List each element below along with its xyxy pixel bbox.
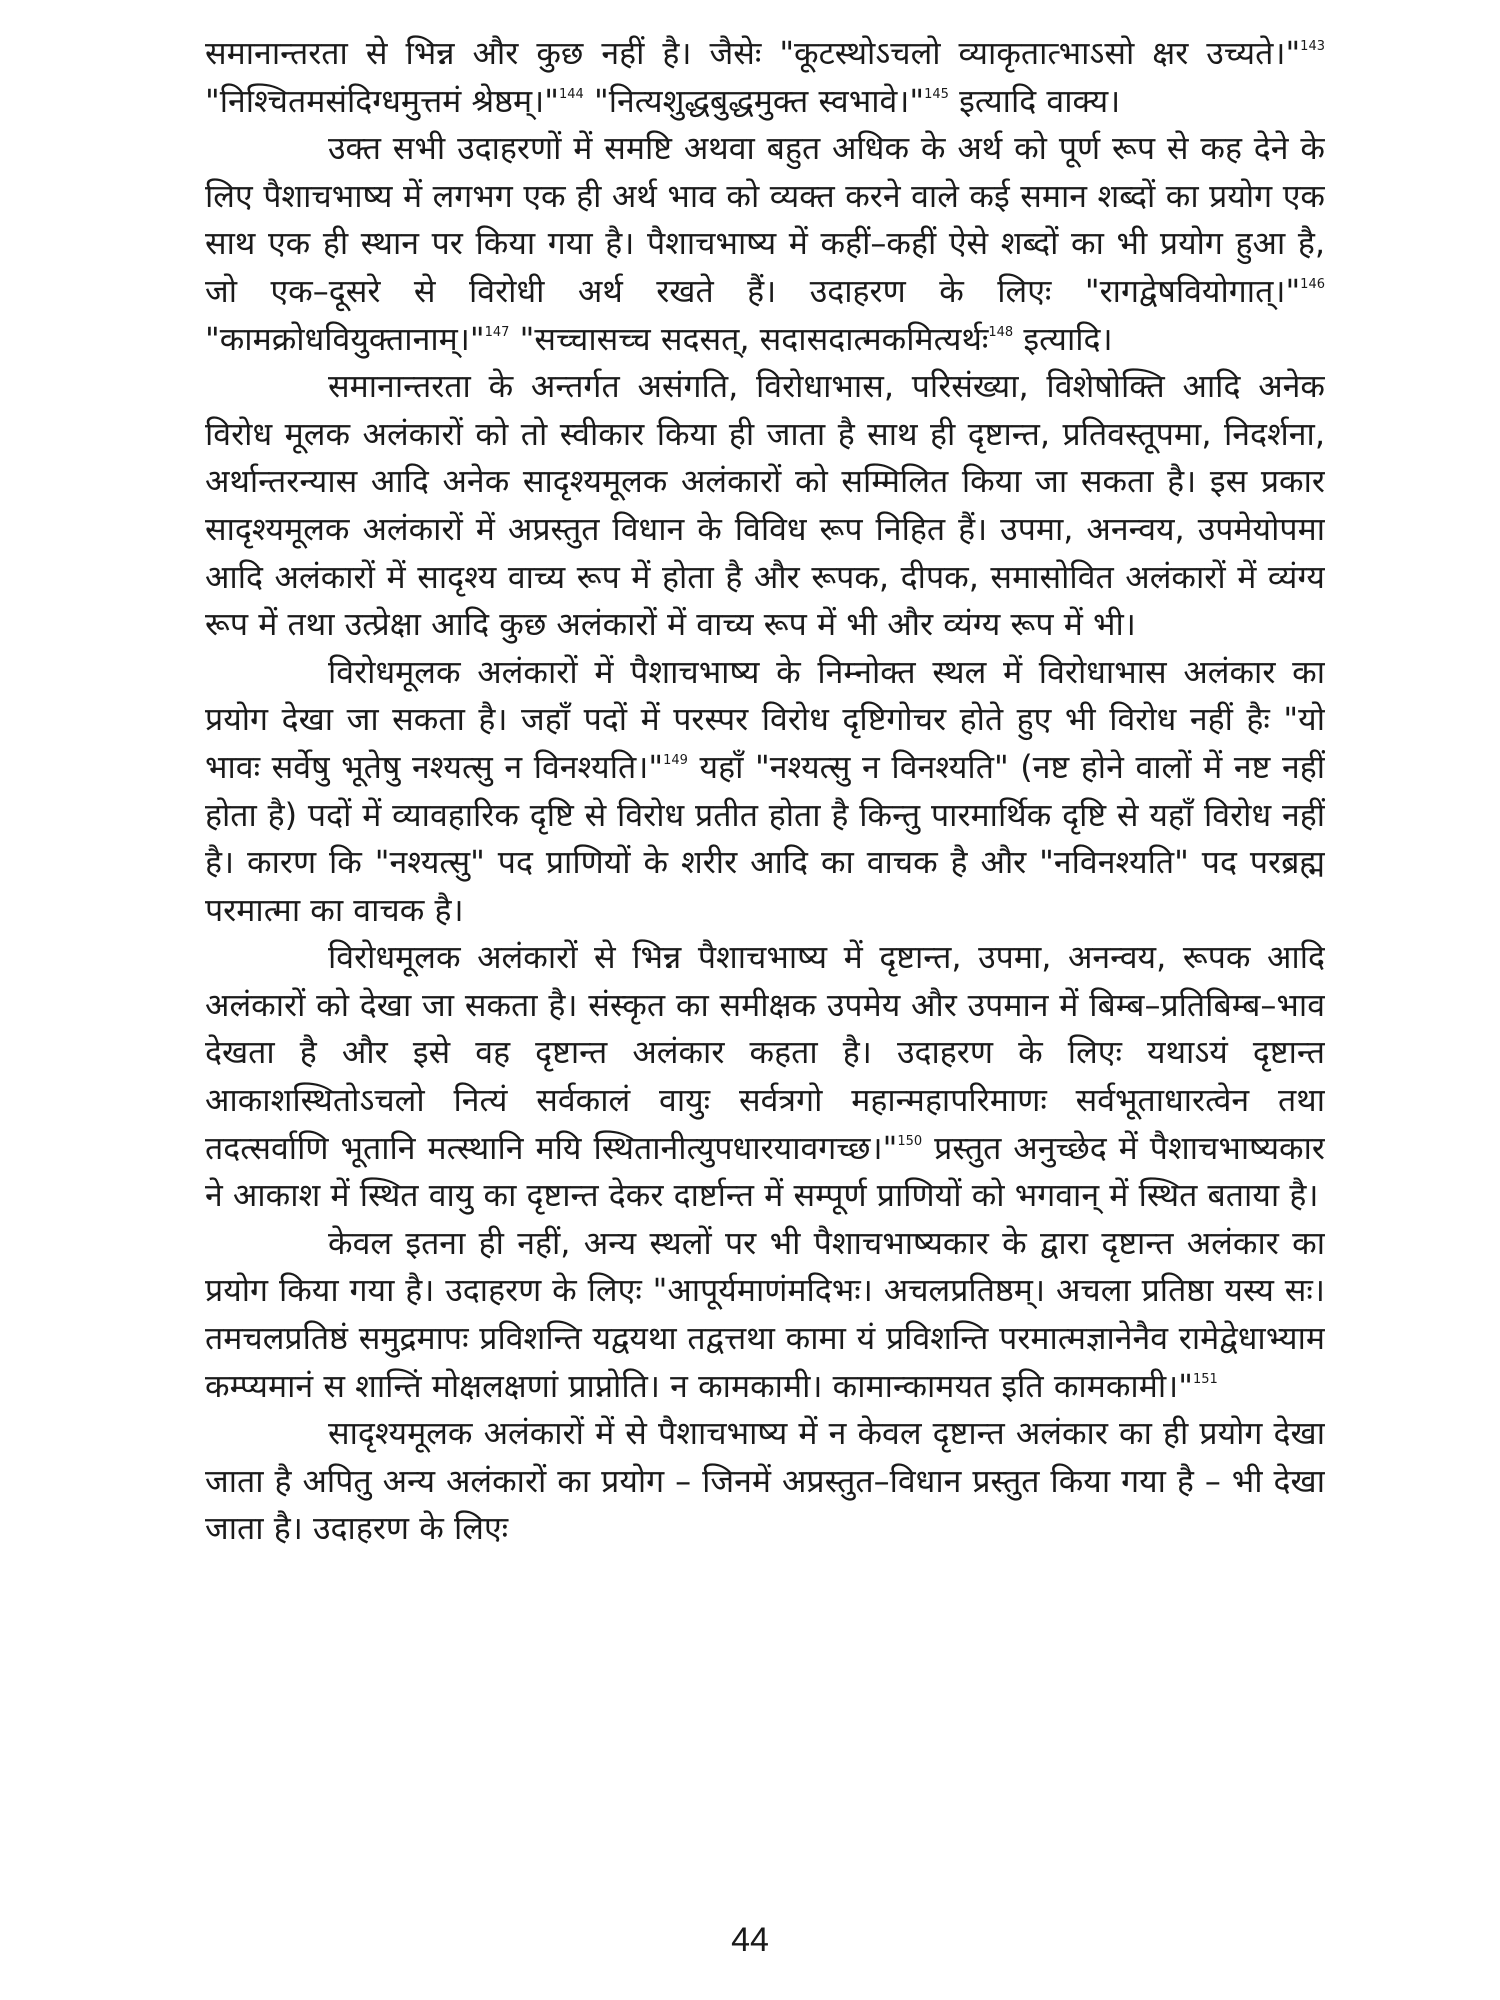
text-run: विरोधमूलक अलंकारों से भिन्न पैशाचभाष्य में दृष्टान्त, उपमा, अनन्वय, रूपक आदि अलंकारों को देखा जा सकता है। संस्कृत का समीक्षक उपमेय और उपमान में बिम्ब–प्रतिबिम्ब–भाव देखता है और इसे वह दृष्टान्त अलंकार कहता है। उदाहरण के लिएः यथाऽयं दृष्टान्त आकाशस्थितोऽचलो नित्यं सर्वकालं वायुः सर्वत्रगो महान्महापरिमाणः सर्वभूताधारत्वेन तथा तदत्सर्वाणि भूतानि मत्स्थानि मयि स्थितानीत्युपधारयावगच्छ।" <box>205 938 1325 1167</box>
text-run: इत्यादि। <box>1013 319 1113 358</box>
text-run: "सच्चासच्च सदसत्, सदासदात्मकमित्यर्थः <box>509 319 989 358</box>
footnote-ref: 144 <box>558 86 584 102</box>
paragraph <box>205 649 1325 935</box>
footnote-ref: 148 <box>988 324 1014 340</box>
footnote-ref: 143 <box>1300 39 1325 54</box>
text-run: समानान्तरता से भिन्न और कुछ नहीं है। जैसेः "कूटस्थोऽचलो व्याकृतात्भाऽसो क्षर उच्यते।" <box>205 34 1301 72</box>
paragraph <box>205 1410 1325 1553</box>
paragraph <box>205 30 1325 125</box>
footnote-ref: 151 <box>1192 1371 1218 1387</box>
text-run: प्रस्तुत अनुच्छेद में पैशाचभाष्यकार ने आकाश में स्थित वायु का दृष्टान्त देकर दार्ष्टान्त में सम्पूर्ण प्राणियों को भगवान् में स्थित बताया है। <box>205 1128 1325 1215</box>
text-run: सादृश्यमूलक अलंकारों में से पैशाचभाष्य में न केवल दृष्टान्त अलंकार का ही प्रयोग देखा जाता है अपितु अन्य अलंकारों का प्रयोग – जिनमें अप्रस्तुत–विधान प्रस्तुत किया गया है – भी देखा जाता है। उदाहरण के लिएः <box>205 1414 1325 1548</box>
paragraph <box>205 934 1325 1220</box>
footnote-ref: 150 <box>897 1133 923 1149</box>
text-run: समानान्तरता के अन्तर्गत असंगति, विरोधाभास, परिसंख्या, विशेषोक्ति आदि अनेक विरोध मूलक अलंकारों को तो स्वीकार किया ही जाता है साथ ही दृष्टान्त, प्रतिवस्तूपमा, निदर्शना, अर्थान्तरन्यास आदि अनेक सादृश्यमूलक अलंकारों को सम्मिलित किया जा सकता है। इस प्रकार सादृश्यमूलक अलंकारों में अप्रस्तुत विधान के विविध रूप निहित हैं। उपमा, अनन्वय, उपमेयोपमा आदि अलंकारों में सादृश्य वाच्य रूप में होता है और रूपक, दीपक, समासोवित अलंकारों में व्यंग्य रूप में तथा उत्प्रेक्षा आदि कुछ अलंकारों में वाच्य रूप में भी और व्यंग्य रूप में भी। <box>205 367 1325 644</box>
paragraph <box>205 363 1325 649</box>
text-run: "कामक्रोधवियुक्तानाम्।" <box>205 319 485 358</box>
paragraph <box>205 1220 1325 1410</box>
body-text <box>205 30 1325 1910</box>
text-run: विरोधमूलक अलंकारों में पैशाचभाष्य के निम्नोक्त स्थल में विरोधाभास अलंकार का प्रयोग देखा जा सकता है। जहाँ पदों में परस्पर विरोध दृष्टिगोचर होते हुए भी विरोध नहीं हैः "यो भावः सर्वेषु भूतेषु नश्यत्सु न विनश्यति।" <box>205 652 1325 786</box>
text-run: "नित्यशुद्धबुद्धमुक्त स्वभावे।" <box>583 81 925 120</box>
text-run: "निश्चितमसंदिग्धमुत्तमं श्रेष्ठम्।" <box>205 81 559 120</box>
paragraph <box>205 125 1325 363</box>
text-run: उक्त सभी उदाहरणों में समष्टि अथवा बहुत अधिक के अर्थ को पूर्ण रूप से कह देने के लिए पैशाचभाष्य में लगभग एक ही अर्थ भाव को व्यक्त करने वाले कई समान शब्दों का प्रयोग एक साथ एक ही स्थान पर किया गया है। पैशाचभाष्य में कहीं–कहीं ऐसे शब्दों का भी प्रयोग हुआ है, जो एक–दूसरे से विरोधी अर्थ रखते हैं। उदाहरण के लिएः "रागद्वेषवियोगात्।" <box>205 129 1325 310</box>
page-number: 44 <box>731 1921 769 1959</box>
text-run: इत्यादि वाक्य। <box>948 81 1121 120</box>
text-run: यहाँ "नश्यत्सु न विनश्यति" (नष्ट होने वालों में नष्ट नहीं होता है) पदों में व्यावहारिक दृष्टि से विरोध प्रतीत होता है किन्तु पारमार्थिक दृष्टि से यहाँ विरोध नहीं है। कारण कि "नश्यत्सु" पद प्राणियों के शरीर आदि का वाचक है और "नविनश्यति" पद परब्रह्म परमात्मा का वाचक है। <box>205 747 1325 929</box>
footnote-ref: 145 <box>924 86 949 102</box>
text-run: केवल इतना ही नहीं, अन्य स्थलों पर भी पैशाचभाष्यकार के द्वारा दृष्टान्त अलंकार का प्रयोग किया गया है। उदाहरण के लिएः "आपूर्यमाणंमदिभः। अचलप्रतिष्ठम्। अचला प्रतिष्ठा यस्य सः। तमचलप्रतिष्ठं समुद्रमापः प्रविशन्ति यद्वयथा तद्वत्तथा कामा यं प्रविशन्ति परमात्मज्ञानेनैव रामेद्वेधाभ्याम कम्प्यमानं स शान्तिं मोक्षलक्षणां प्राप्नोति। न कामकामी। कामान्कामयत इति कामकामी।" <box>205 1223 1325 1405</box>
footnote-ref: 149 <box>663 752 688 768</box>
footnote-ref: 146 <box>1300 276 1325 292</box>
footnote-ref: 147 <box>484 324 510 340</box>
